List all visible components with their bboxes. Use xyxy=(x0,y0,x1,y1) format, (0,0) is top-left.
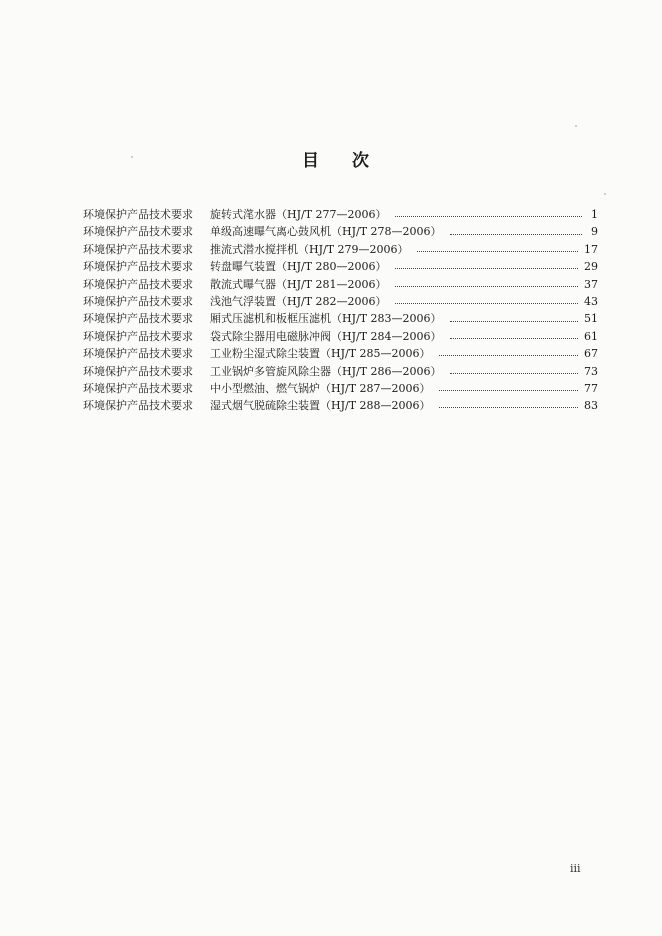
toc-entry-title: 散流式曝气器（HJ/T 281—2006） xyxy=(210,277,387,291)
toc-entry[interactable] xyxy=(83,223,598,240)
toc-leader-dots xyxy=(395,216,582,217)
toc-entry-title: 工业锅炉多管旋风除尘器（HJ/T 286—2006） xyxy=(210,364,442,378)
toc-entry-page: 17 xyxy=(584,242,598,256)
toc-entry-title: 推流式潜水搅拌机（HJ/T 279—2006） xyxy=(210,242,409,256)
toc-entry-page: 83 xyxy=(584,399,598,413)
toc-entry-prefix: 环境保护产品技术要求 xyxy=(83,381,193,395)
toc-entry-prefix: 环境保护产品技术要求 xyxy=(83,277,193,291)
toc-entry[interactable] xyxy=(83,328,598,345)
scan-speck xyxy=(575,125,577,127)
toc-entry[interactable] xyxy=(83,241,598,258)
toc-entry-title: 厢式压滤机和板框压滤机（HJ/T 283—2006） xyxy=(210,312,442,326)
toc-entry-page: 73 xyxy=(584,364,598,378)
toc-leader-dots xyxy=(439,355,578,356)
toc-leader-dots xyxy=(439,407,578,408)
toc-entry-prefix: 环境保护产品技术要求 xyxy=(83,294,193,308)
toc-leader-dots xyxy=(450,338,578,339)
toc-entry-title: 工业粉尘湿式除尘装置（HJ/T 285—2006） xyxy=(210,347,431,361)
toc-entry-title: 袋式除尘器用电磁脉冲阀（HJ/T 284—2006） xyxy=(210,329,442,343)
toc-leader-dots xyxy=(450,234,582,235)
toc-entry-prefix: 环境保护产品技术要求 xyxy=(83,312,193,326)
toc-entry[interactable] xyxy=(83,397,598,414)
toc-entry-page: 51 xyxy=(584,312,598,326)
toc-entry-prefix: 环境保护产品技术要求 xyxy=(83,347,193,361)
toc-entry-page: 1 xyxy=(591,208,598,221)
toc-entry-page: 77 xyxy=(584,381,598,395)
toc-entry-page: 29 xyxy=(584,260,598,274)
toc-entry[interactable] xyxy=(83,276,598,293)
toc-entry-title: 中小型燃油、燃气锅炉（HJ/T 287—2006） xyxy=(210,381,431,395)
toc-entry-prefix: 环境保护产品技术要求 xyxy=(83,399,193,413)
toc-entry-page: 37 xyxy=(584,277,598,291)
toc-leader-dots xyxy=(395,286,578,287)
scan-speck xyxy=(131,156,133,158)
page-title-char-2: 次 xyxy=(352,151,369,171)
toc-entry-title: 旋转式滗水器（HJ/T 277—2006） xyxy=(210,208,387,221)
toc-entry-page: 43 xyxy=(584,294,598,308)
toc-entry-title: 湿式烟气脱硫除尘装置（HJ/T 288—2006） xyxy=(210,399,431,413)
toc-entry-title: 单级高速曝气离心鼓风机（HJ/T 278—2006） xyxy=(210,225,442,239)
toc-leader-dots xyxy=(417,251,578,252)
toc-entry[interactable] xyxy=(83,310,598,327)
toc-entry[interactable] xyxy=(83,206,598,223)
toc-entry-page: 9 xyxy=(591,225,598,239)
toc-entry-prefix: 环境保护产品技术要求 xyxy=(83,208,193,221)
toc-entry[interactable] xyxy=(83,258,598,275)
toc-leader-dots xyxy=(450,373,578,374)
table-of-contents xyxy=(83,206,598,415)
toc-entry[interactable] xyxy=(83,380,598,397)
toc-entry-prefix: 环境保护产品技术要求 xyxy=(83,364,193,378)
toc-entry-title: 转盘曝气装置（HJ/T 280—2006） xyxy=(210,260,387,274)
toc-leader-dots xyxy=(450,321,578,322)
toc-entry[interactable] xyxy=(83,345,598,362)
toc-entry-prefix: 环境保护产品技术要求 xyxy=(83,329,193,343)
toc-entry-page: 67 xyxy=(584,347,598,361)
toc-leader-dots xyxy=(439,390,578,391)
page-number: iii xyxy=(570,862,581,875)
page-title-char-1: 目 xyxy=(302,151,319,171)
toc-leader-dots xyxy=(395,303,578,304)
toc-entry-prefix: 环境保护产品技术要求 xyxy=(83,225,193,239)
toc-entry-prefix: 环境保护产品技术要求 xyxy=(83,260,193,274)
toc-entry[interactable] xyxy=(83,363,598,380)
toc-entry-title: 浅池气浮装置（HJ/T 282—2006） xyxy=(210,294,387,308)
toc-entry-prefix: 环境保护产品技术要求 xyxy=(83,242,193,256)
toc-entry[interactable] xyxy=(83,293,598,310)
toc-entry-page: 61 xyxy=(584,329,598,343)
toc-leader-dots xyxy=(395,268,578,269)
scan-speck xyxy=(604,193,606,195)
